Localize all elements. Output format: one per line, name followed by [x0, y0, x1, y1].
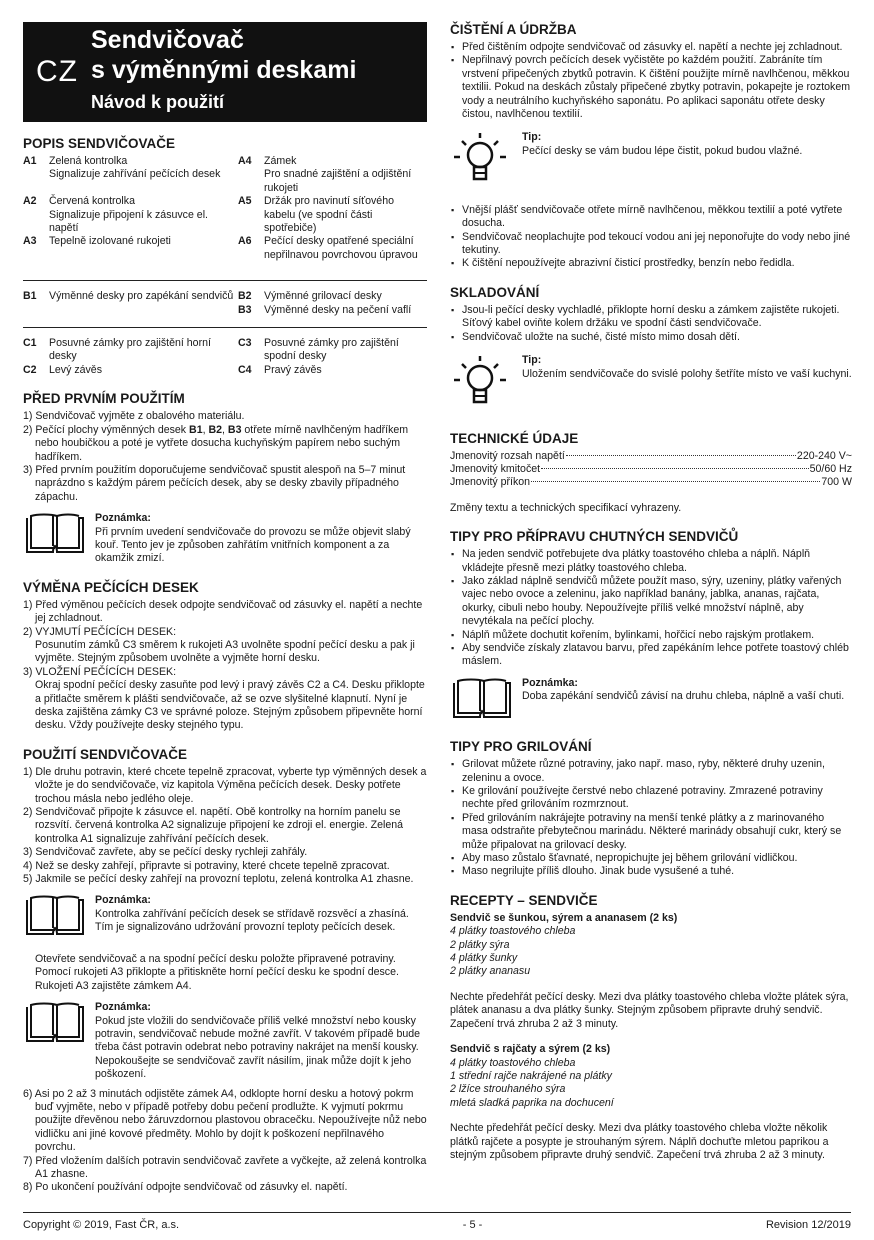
part-code: A1 — [23, 155, 37, 167]
list-item: ▪ Nepřilnavý povrch pečících desek vyčistěte po každém použití. Zabráníte tím vrstvení připečených zbytků potravin. K čištění použijte mírně navlhčenou, měkkou textilii. Pokud na deskách zůstaly připečené zbytky potravin, pokapejte je roztokem vody a neutrálního kuchyňského saponátu. Po aplikaci saponátu otřete desky čistou, navlhčenou textilií. — [450, 54, 852, 121]
plates-heading: VÝMĚNA PEČÍCÍCH DESEK — [23, 579, 199, 595]
book-icon — [450, 677, 522, 725]
step: 3) Před prvním použitím doporučujeme sendvičovač spustit alespoň na 5–7 minut naprázdno s každým párem pečících desek, aby se desky zbavily případného zápachu. — [23, 463, 406, 503]
first-use-heading: PŘED PRVNÍM POUŽITÍM — [23, 391, 185, 407]
language-code: CZ — [36, 55, 78, 89]
step: 1) Před výměnou pečících desek odpojte sendvičovač od zásuvky el. napětí a nechte jej zchladnout. — [23, 598, 423, 625]
recipe-title: Sendvič se šunkou, sýrem a ananasem (2 ks) — [450, 911, 678, 924]
part-label: Pravý závěs — [264, 363, 322, 376]
part-label: Výměnné desky pro zapékání sendvičů — [49, 290, 234, 303]
step: 6) Asi po 2 až 3 minutách odjistěte zámek A4, odklopte horní desku a hotový pokrm buď vyjměte, nebo v případě potřeby dobu pečení prodlužte. K vyjmutí pokrmu použijte dřevěnou nebo žáruvzdornou plastovou obracečku. Nepoužívejte nůž nebo vidličku ani jiné kovové předměty. Mohlo by dojít k poškození nepřilnavého povrchu. — [23, 1087, 427, 1154]
divider — [23, 280, 427, 281]
step: 2) Pečící plochy výměnných desek B1, B2, B3 otřete mírně navlhčeným hadříkem nebo houbičkou a poté je vytřete dosucha kuchyňským papírem nebo suchým hadříkem. — [23, 423, 409, 463]
part-code: C2 — [23, 363, 37, 376]
part-label: Tepelně izolované rukojeti — [49, 235, 171, 248]
first-use-steps — [23, 410, 427, 504]
spec-row: Jmenovitý kmitočet 50/60 Hz — [450, 462, 852, 475]
step: 3) VLOŽENÍ PEČÍCÍCH DESEK: — [23, 665, 177, 678]
list-item: ▪ Sendvičovač neoplachujte pod tekoucí vodou ani jej neponořujte do vody nebo jiné tekutiny. — [450, 231, 852, 258]
step: 2) VYJMUTÍ PEČÍCÍCH DESEK: — [23, 625, 177, 638]
book-icon — [23, 1001, 95, 1081]
divider — [23, 327, 427, 328]
usage-paragraph: Otevřete sendvičovač a na spodní pečící desku položte připravené potraviny. Pomocí rukojeti A3 přiklopte a přitiskněte horní pečící desku ke spodní desce. Rukojeti A3 zajistěte zámkem A4. — [35, 952, 399, 992]
part-code: C4 — [238, 363, 252, 376]
description-group-a — [23, 155, 427, 262]
step-detail: Posunutím zámků C3 směrem k rukojeti A3 uvolněte spodní pečící desku a pak ji vyjměte. Stejným způsobem uvolněte a vyjměte horní desku. — [35, 638, 415, 665]
step-detail: Okraj spodní pečící desky zasuňte pod levý i pravý závěs C2 a C4. Desku přiklopte a přitlačte směrem k plášti sendvičovače, až se ozve slyšitelné klapnutí. Nyní je deska zajištěna zámky C3 ve správné poloze. Stejným způsobem připevněte horní desku. Vždy používejte desky stejného typu. — [35, 679, 425, 732]
tip-title: Tip: — [522, 354, 542, 367]
part-codes: B2 B3 — [238, 290, 252, 316]
ingredient: 2 plátky ananasu — [450, 965, 531, 978]
disclaimer: Změny textu a technických specifikací vyhrazeny. — [450, 501, 682, 514]
tip-title: Tip: — [522, 131, 542, 144]
sandwich-tips-list — [450, 548, 852, 669]
list-item: ▪ K čištění nepoužívejte abrazivní čisticí prostředky, benzín nebo ředidla. — [450, 257, 852, 270]
description-heading: POPIS SENDVIČOVAČE — [23, 136, 176, 151]
ingredient: 4 plátky šunky — [450, 952, 518, 965]
ingredient: 2 lžíce strouhaného sýra — [450, 1083, 566, 1096]
part-labels: Výměnné grilovací desky Výměnné desky na pečení vaflí — [264, 290, 412, 316]
storage-heading: SKLADOVÁNÍ — [450, 284, 540, 300]
note-text: Kontrolka zahřívání pečících desek se střídavě rozsvěcí a zhasíná. Tím je signalizováno udržování provozní teploty pečících desek. — [95, 907, 409, 934]
note-text: Doba zapékání sendvičů závisí na druhu chleba, náplně a vaší chuti. — [522, 690, 845, 703]
usage-steps — [23, 766, 427, 887]
ingredient: 4 plátky toastového chleba — [450, 1056, 576, 1069]
list-item: ▪ Aby sendviče získaly zlatavou barvu, před zapékáním lehce potřete toastový chléb máslem. — [450, 642, 852, 669]
part-code: A3 — [23, 235, 37, 248]
cleaning-list-2 — [450, 204, 852, 271]
left-column — [23, 22, 427, 1195]
list-item: ▪ Sendvičovač uložte na suché, čisté místo mimo dosah dětí. — [450, 331, 852, 344]
list-item: ▪ Jsou-li pečící desky vychladlé, přiklopte horní desku a zámkem zajistěte rukojeti. Síťový kabel oviňte kolem držáku ve spodní části sendvičovače. — [450, 304, 852, 331]
part-label: Držák pro navinutí síťového kabelu (ve spodní části spotřebiče) — [264, 195, 394, 235]
book-icon — [23, 512, 95, 566]
page-number: - 5 - — [462, 1219, 483, 1231]
list-item: ▪ Vnější plášť sendvičovače otřete mírně navlhčenou, měkkou textilií a poté vytřete dosucha. — [450, 204, 852, 231]
recipes-heading: RECEPTY – SENDVIČE — [450, 892, 598, 908]
cleaning-heading: ČIŠTĚNÍ A ÚDRŽBA — [450, 22, 577, 37]
step: 4) Než se desky zahřejí, připravte si potraviny, které chcete tepelně zpracovat. — [23, 859, 390, 872]
step: 1) Dle druhu potravin, které chcete tepelně zpracovat, vyberte typ výměnných desek a vložte je do sendvičovače, viz kapitola Výměna pečících desek. Desky potřete trochou másla nebo jedlého oleje. — [23, 765, 427, 805]
step: 1) Sendvičovač vyjměte z obalového materiálu. — [23, 410, 245, 423]
note-title: Poznámka: — [95, 894, 151, 907]
storage-list — [450, 304, 852, 344]
note-box — [23, 1001, 427, 1081]
grill-tips-heading: TIPY PRO GRILOVÁNÍ — [450, 739, 592, 755]
lightbulb-icon — [450, 354, 522, 416]
part-label: Zámek Pro snadné zajištění a odjištění rukojeti — [264, 155, 412, 194]
note-box — [450, 677, 852, 725]
title-line-1: Sendvičovač — [91, 26, 244, 54]
book-icon — [23, 894, 95, 942]
recipe-title: Sendvič s rajčaty a sýrem (2 ks) — [450, 1043, 611, 1056]
list-item: ▪ Grilovat můžete různé potraviny, jako např. maso, ryby, některé druhy uzenin, zeleninu a ovoce. — [450, 758, 852, 785]
copyright: Copyright © 2019, Fast ČR, a.s. — [23, 1219, 180, 1231]
list-item: ▪ Aby maso zůstalo šťavnaté, nepropichujte jej během grilování vidličkou. — [450, 852, 852, 865]
part-label: Zelená kontrolka Signalizuje zahřívání pečících desek — [49, 155, 221, 181]
tip-text: Pečící desky se vám budou lépe čistit, pokud budou vlažné. — [522, 144, 803, 157]
part-label: Červená kontrolka Signalizuje připojení k zásuvce el. napětí — [49, 195, 208, 235]
sandwich-tips-heading: TIPY PRO PŘÍPRAVU CHUTNÝCH SENDVIČŮ — [450, 529, 739, 545]
revision: Revision 12/2019 — [765, 1219, 851, 1231]
spec-row: Jmenovitý rozsah napětí 220-240 V~ — [450, 449, 852, 462]
tip-box — [450, 354, 852, 416]
step: 8) Po ukončení používání odpojte sendvičovač od zásuvky el. napětí. — [23, 1181, 348, 1194]
description-group-b — [23, 290, 427, 317]
step: 7) Před vložením dalších potravin sendvičovač zavřete a vyčkejte, až zelená kontrolka A1 zhasne. — [23, 1154, 427, 1180]
usage-heading: POUŽITÍ SENDVIČOVAČE — [23, 746, 188, 762]
note-title: Poznámka: — [95, 512, 151, 525]
specs-table — [450, 450, 852, 490]
tip-text: Uložením sendvičovače do svislé polohy šetříte místo ve vaší kuchyni. — [522, 367, 852, 380]
title-line-2: s výměnnými deskami — [91, 56, 357, 84]
part-label: Posuvné zámky pro zajištění horní desky — [49, 337, 211, 363]
spec-row: Jmenovitý příkon 700 W — [450, 476, 852, 489]
part-code: A5 — [238, 195, 252, 208]
usage-steps-continued — [23, 1088, 427, 1195]
ingredient: 1 střední rajče nakrájené na plátky — [450, 1069, 612, 1082]
list-item: ▪ Ke grilování používejte čerstvé nebo chlazené potraviny. Zmrazené potraviny nechte před grilováním rozmrznout. — [450, 785, 852, 812]
list-item: ▪ Na jeden sendvič potřebujete dva plátky toastového chleba a náplň. Náplň vkládejte přesně mezi plátky toastového chleba. — [450, 548, 852, 575]
part-code: C1 — [23, 337, 37, 350]
step: 2) Sendvičovač připojte k zásuvce el. napětí. Obě kontrolky na horním panelu se rozsvítí. červená kontrolka A2 signalizuje připojení ke zdroji el. energie. Zelená kontrolka A1 signalizuje zahřívání pečících desek. — [23, 806, 404, 845]
plates-steps — [23, 599, 427, 639]
note-text: Při prvním uvedení sendvičovače do provozu se může objevit slabý kouř. Tento jev je způsoben zahřátím vnitřních komponent a za okamžik zmizí. — [95, 525, 411, 565]
list-item: ▪ Před grilováním nakrájejte potraviny na menší tenké plátky a z marinovaného masa odstraňte přebytečnou marinádu. Některé marinády obsahují cukr, který se může připalovat na grilovací desky. — [450, 812, 852, 852]
page-footer — [23, 1212, 851, 1231]
step: 3) Sendvičovač zavřete, aby se pečící desky rychleji zahřály. — [23, 846, 308, 859]
ingredient: 4 plátky toastového chleba — [450, 925, 576, 938]
part-label: Posuvné zámky pro zajištění spodní desky — [264, 337, 399, 363]
note-title: Poznámka: — [95, 1001, 151, 1014]
recipe-text: Nechte předehřát pečící desky. Mezi dva plátky toastového chleba vložte plátek sýra, plátek ananasu a dva plátky šunky. Stejným způsobem připravte druhý sendvič. Zapečení trvá zhruba 2 až 3 minuty. — [450, 990, 849, 1030]
note-title: Poznámka: — [522, 676, 578, 689]
part-label: Levý závěs — [49, 363, 102, 376]
part-code: A2 — [23, 195, 37, 208]
part-code: B1 — [23, 290, 37, 303]
note-text: Pokud jste vložili do sendvičovače příliš velké množství nebo kousky potravin, sendvičovač nebude možné zavřít. V takovém případě bude třeba část potravin odebrat nebo potraviny nakrájet na menší kousky. Nepokoušejte se sendvičovač zavřít násilím, jinak může dojít k jeho poškození. — [95, 1014, 421, 1081]
part-code: A4 — [238, 155, 252, 167]
ingredient: 2 plátky sýra — [450, 938, 510, 951]
right-column — [450, 22, 852, 1162]
step: 5) Jakmile se pečící desky zahřejí na provozní teplotu, zelená kontrolka A1 zhasne. — [23, 873, 414, 886]
title-banner — [23, 22, 427, 122]
ingredient: mletá sladká paprika na dochucení — [450, 1096, 614, 1109]
note-box — [23, 894, 427, 942]
tip-box — [450, 131, 852, 193]
note-box — [23, 512, 427, 566]
list-item: ▪ Jako základ náplně sendvičů můžete použít maso, sýry, uzeniny, plátky vařených vajec nebo ovoce a zeleninu, jako například banány, jablka, ananas, rajčata, okurky, cibuli nebo houby. Nepoužívejte příliš velké množství náplně, aby nevytékala na pečící plochy. — [450, 575, 852, 629]
grill-tips-list — [450, 758, 852, 879]
description-group-c — [23, 337, 427, 377]
lightbulb-icon — [450, 131, 522, 193]
specs-heading: TECHNICKÉ ÚDAJE — [450, 430, 579, 446]
list-item: ▪ Maso negrilujte příliš dlouho. Jinak bude vysušené a tuhé. — [450, 865, 852, 878]
part-label: Pečící desky opatřené speciální nepřilnavou povrchovou úpravou — [264, 235, 418, 261]
cleaning-list — [450, 41, 852, 121]
list-item: ▪ Před čištěním odpojte sendvičovač od zásuvky el. napětí a nechte jej zchladnout. — [450, 41, 852, 54]
part-code: C3 — [238, 337, 252, 350]
recipe-text: Nechte předehřát pečící desky. Mezi dva plátky toastového chleba vložte několik plátků rajčete a posypte je strouhaným sýrem. Náplň dochuťte mletou paprikou a stejným způsobem připravte druhý sendvič. Zapečení trvá zhruba 2 až 3 minuty. — [450, 1122, 829, 1161]
subtitle: Návod k použití — [91, 92, 225, 112]
list-item: ▪ Náplň můžete dochutit kořením, bylinkami, hořčicí nebo rajským protlakem. — [450, 629, 852, 642]
part-code: A6 — [238, 235, 252, 248]
